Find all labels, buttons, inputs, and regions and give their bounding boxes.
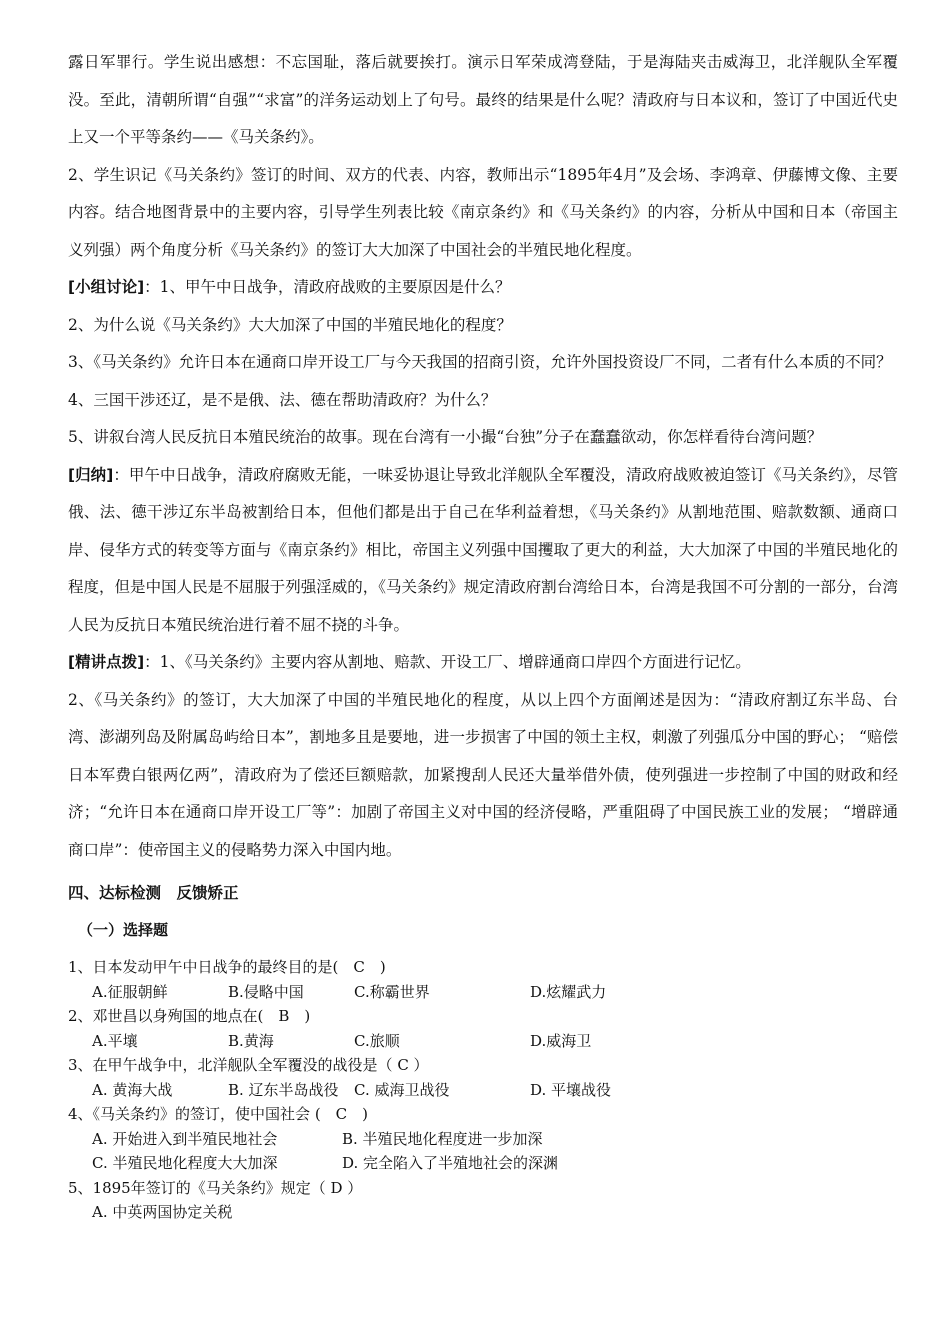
option-c: C. 威海卫战役 bbox=[354, 1080, 450, 1099]
question-options bbox=[68, 1127, 898, 1152]
question-block-4 bbox=[68, 1102, 898, 1176]
option-b: B.黄海 bbox=[228, 1031, 274, 1050]
summary-text: ：甲午中日战争，清政府腐败无能，一味妥协退让导致北洋舰队全军覆没，清政府战败被迫签订《马关条约》，尽管俄、法、德干涉辽东半岛被割给日本，但他们都是出于自己在华利益着想，《马关条约》从割地范围、赔款数额、通商口岸、侵华方式的转变等方面与《南京条约》相比，帝国主义列强中国攫取了更大的利益，大大加深了中国的半殖民地化的程度，但是中国人民是不屈服于列强淫威的，《马关条约》规定清政府割台湾给日本，台湾是我国不可分割的一部分，台湾人民为反抗日本殖民统治进行着不屈不挠的斗争。 bbox=[68, 465, 898, 634]
question-options bbox=[68, 1151, 898, 1176]
question-block-5 bbox=[68, 1176, 898, 1225]
key-points-p1-text: ：1、《马关条约》主要内容从割地、赔款、开设工厂、增辟通商口岸四个方面进行记忆。 bbox=[144, 653, 751, 671]
section-heading: 四、达标检测 反馈矫正 bbox=[68, 884, 239, 902]
option-d: D. 平壤战役 bbox=[530, 1080, 612, 1099]
question-options bbox=[68, 1029, 898, 1054]
question-block-2 bbox=[68, 1004, 898, 1053]
summary-label: [归纳] bbox=[68, 465, 114, 484]
key-points-label: [精讲点拨] bbox=[68, 653, 145, 671]
discussion-q4: 4、三国干涉还辽，是不是俄、法、德在帮助清政府？为什么？ bbox=[68, 390, 497, 409]
option-d: D. 完全陷入了半殖地社会的深渊 bbox=[342, 1154, 559, 1172]
option-a: A. 中英两国协定关税 bbox=[92, 1203, 233, 1221]
option-d: D.威海卫 bbox=[530, 1031, 592, 1050]
discussion-q2: 2、为什么说《马关条约》大大加深了中国的半殖民地化的程度？ bbox=[68, 315, 512, 334]
question-text: 2、邓世昌以身殉国的地点在( B ) bbox=[68, 1007, 311, 1025]
discussion-q5: 5、讲叙台湾人民反抗日本殖民统治的故事。现在台湾有一小撮“台独”分子在蠢蠢欲动，你怎样看待台湾问题？ bbox=[68, 428, 823, 446]
option-c: C.称霸世界 bbox=[354, 982, 430, 1001]
question-text: 5、1895年签订的《马关条约》规定（ D ） bbox=[68, 1178, 363, 1197]
question-options bbox=[68, 1200, 898, 1225]
option-b: B. 辽东半岛战役 bbox=[228, 1080, 339, 1099]
discussion-q3: 3、《马关条约》允许日本在通商口岸开设工厂与今天我国的招商引资，允许外国投资设厂不同，二者有什么本质的不同？ bbox=[68, 353, 892, 371]
option-d: D.炫耀武力 bbox=[530, 982, 607, 1001]
option-b: B. 半殖民地化程度进一步加深 bbox=[342, 1129, 543, 1148]
discussion-q1-text: ：1、甲午中日战争，清政府战败的主要原因是什么？ bbox=[144, 278, 511, 296]
option-a: A.征服朝鲜 bbox=[92, 982, 168, 1001]
question-options bbox=[68, 1078, 898, 1103]
subsection-heading: （一）选择题 bbox=[78, 921, 169, 939]
question-text: 3、在甲午战争中，北洋舰队全军覆没的战役是（ C ） bbox=[68, 1056, 429, 1074]
option-a: A.平壤 bbox=[92, 1031, 138, 1050]
option-a: A. 开始进入到半殖民地社会 bbox=[92, 1129, 278, 1148]
discussion-label: [小组讨论] bbox=[68, 278, 145, 296]
summary-paragraph bbox=[68, 457, 898, 645]
paragraph-intro: 露日军罪行。学生说出感想：不忘国耻，落后就要挨打。演示日军荣成湾登陆，于是海陆夹击威海卫，北洋舰队全军覆没。至此，清朝所谓“自强”“求富”的洋务运动划上了句号。最终的结果是什么呢？清政府与日本议和，签订了中国近代史上又一个平等条约——《马关条约》。 bbox=[68, 53, 898, 146]
question-block-3 bbox=[68, 1053, 898, 1102]
option-c: C.旅顺 bbox=[354, 1031, 400, 1050]
document-page bbox=[68, 44, 898, 1225]
discussion-q1 bbox=[68, 269, 898, 307]
paragraph-treaty-study: 2、学生识记《马关条约》签订的时间、双方的代表、内容，教师出示“1895年4月”及会场、李鸿章、伊藤博文像、主要内容。结合地图背景中的主要内容，引导学生列表比较《南京条约》和《马关条约》的内容，分析从中国和日本（帝国主义列强）两个角度分析《马关条约》的签订大大加深了中国社会的半殖民地化程度。 bbox=[68, 165, 898, 259]
question-text: 4、《马关条约》的签订，使中国社会 ( C ) bbox=[68, 1105, 368, 1123]
option-a: A. 黄海大战 bbox=[92, 1080, 173, 1099]
question-block-1 bbox=[68, 955, 898, 1004]
key-points-p2: 2、《马关条约》的签订，大大加深了中国的半殖民地化的程度，从以上四个方面阐述是因为：“清政府割辽东半岛、台湾、澎湖列岛及附属岛屿给日本”，割地多且是要地，进一步损害了中国的领土主权，刺激了列强瓜分中国的野心； “赔偿日本军费白银两亿两”，清政府为了偿还巨额赔款，加紧搜刮人民还大量举借外债，使列强进一步控制了中国的财政和经济；“允许日本在通商口岸开设工厂等”：加剧了帝国主义对中国的经济侵略，严重阻碍了中国民族工业的发展； “增辟通商口岸”：使帝国主义的侵略势力深入中国内地。 bbox=[68, 690, 898, 859]
option-b: B.侵略中国 bbox=[228, 982, 304, 1001]
question-text: 1、日本发动甲午中日战争的最终目的是( C ) bbox=[68, 958, 386, 976]
question-options bbox=[68, 980, 898, 1005]
key-points-p1 bbox=[68, 644, 898, 682]
option-c: C. 半殖民地化程度大大加深 bbox=[92, 1154, 278, 1172]
